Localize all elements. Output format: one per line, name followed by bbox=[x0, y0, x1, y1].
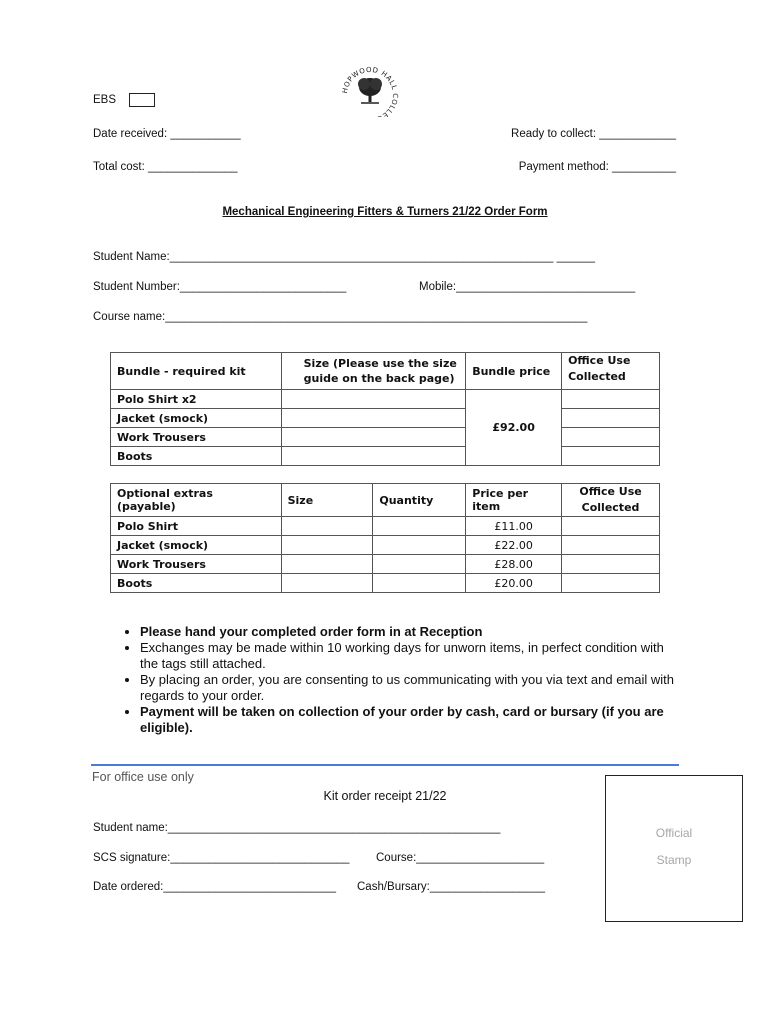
mobile-field[interactable]: Mobile:____________________________ bbox=[419, 281, 636, 293]
payment-method-field[interactable]: Payment method: __________ bbox=[518, 161, 676, 173]
bundle-header-office: Office Use Collected bbox=[562, 353, 660, 390]
extras-table bbox=[110, 483, 660, 593]
office-use-label: For office use only bbox=[92, 770, 194, 784]
price-cell: £22.00 bbox=[466, 536, 562, 555]
size-cell[interactable] bbox=[281, 409, 466, 428]
scs-signature-field[interactable]: SCS signature:____________________________ bbox=[93, 852, 350, 864]
size-cell[interactable] bbox=[281, 390, 466, 409]
section-divider bbox=[91, 764, 679, 766]
size-cell[interactable] bbox=[281, 536, 373, 555]
ready-to-collect-field[interactable]: Ready to collect: ____________ bbox=[511, 128, 676, 140]
student-name-field[interactable]: Student Name:____________________________________________________________ ______ bbox=[93, 251, 596, 263]
bundle-table bbox=[110, 352, 660, 466]
office-collected-cell[interactable] bbox=[562, 409, 660, 428]
quantity-cell[interactable] bbox=[373, 555, 466, 574]
form-title: Mechanical Engineering Fitters & Turners 21/22 Order Form bbox=[222, 206, 548, 218]
bundle-item: Work Trousers bbox=[111, 428, 282, 447]
table-row bbox=[111, 428, 660, 447]
extras-header-price: Price per item bbox=[466, 484, 562, 517]
price-cell: £28.00 bbox=[466, 555, 562, 574]
extras-item: Work Trousers bbox=[111, 555, 282, 574]
quantity-cell[interactable] bbox=[373, 536, 466, 555]
list-item: • Payment will be taken on collection of your order by cash, card or bursary (if you are eligible). bbox=[140, 704, 680, 736]
notes-list bbox=[116, 624, 680, 736]
office-collected-cell[interactable] bbox=[562, 447, 660, 466]
date-ordered-field[interactable]: Date ordered:___________________________ bbox=[93, 881, 337, 893]
size-cell[interactable] bbox=[281, 517, 373, 536]
price-cell: £11.00 bbox=[466, 517, 562, 536]
svg-text:HOPWOOD HALL COLLEGE: HOPWOOD HALL COLLE bbox=[340, 65, 400, 117]
extras-item: Jacket (smock) bbox=[111, 536, 282, 555]
extras-item: Polo Shirt bbox=[111, 517, 282, 536]
size-cell[interactable] bbox=[281, 447, 466, 466]
official-stamp-box bbox=[605, 775, 743, 922]
bundle-header-size: Size (Please use the size guide on the back page) bbox=[281, 353, 466, 390]
bundle-item: Boots bbox=[111, 447, 282, 466]
size-cell[interactable] bbox=[281, 428, 466, 447]
table-row bbox=[111, 390, 660, 409]
stamp-label-line2: Stamp bbox=[656, 853, 692, 867]
cash-bursary-field[interactable]: Cash/Bursary:__________________ bbox=[357, 881, 545, 893]
quantity-cell[interactable] bbox=[373, 517, 466, 536]
list-item: • By placing an order, you are consenting to us communicating with you via text and email with regards to your order. bbox=[140, 672, 680, 704]
extras-item: Boots bbox=[111, 574, 282, 593]
size-cell[interactable] bbox=[281, 574, 373, 593]
table-row bbox=[111, 409, 660, 428]
bundle-header-price: Bundle price bbox=[466, 353, 562, 390]
table-row bbox=[111, 447, 660, 466]
price-cell: £20.00 bbox=[466, 574, 562, 593]
bundle-item: Jacket (smock) bbox=[111, 409, 282, 428]
list-item: • Please hand your completed order form in at Reception bbox=[140, 624, 680, 640]
bundle-item: Polo Shirt x2 bbox=[111, 390, 282, 409]
bundle-price: £92.00 bbox=[466, 390, 562, 466]
extras-header-item: Optional extras (payable) bbox=[111, 484, 282, 517]
extras-header-quantity: Quantity bbox=[373, 484, 466, 517]
extras-header-office: Office Use Collected bbox=[562, 484, 660, 517]
stamp-label-line1: Official bbox=[655, 826, 693, 840]
tree-logo-icon bbox=[339, 61, 401, 117]
course-name-field[interactable]: Course name:__________________________________________________________________ bbox=[93, 311, 588, 323]
extras-header-size: Size bbox=[281, 484, 373, 517]
office-collected-cell[interactable] bbox=[562, 536, 660, 555]
table-row bbox=[111, 517, 660, 536]
table-row bbox=[111, 574, 660, 593]
office-collected-cell[interactable] bbox=[562, 517, 660, 536]
college-logo bbox=[339, 61, 401, 117]
size-cell[interactable] bbox=[281, 555, 373, 574]
receipt-course-field[interactable]: Course:____________________ bbox=[376, 852, 545, 864]
list-item: • Exchanges may be made within 10 working days for unworn items, in perfect condition with the tags still attached. bbox=[140, 640, 680, 672]
office-collected-cell[interactable] bbox=[562, 390, 660, 409]
ebs-checkbox[interactable] bbox=[129, 93, 155, 107]
receipt-title: Kit order receipt 21/22 bbox=[323, 789, 447, 803]
quantity-cell[interactable] bbox=[373, 574, 466, 593]
ebs-label: EBS bbox=[93, 94, 117, 106]
bundle-header-item: Bundle - required kit bbox=[111, 353, 282, 390]
student-number-field[interactable]: Student Number:__________________________ bbox=[93, 281, 347, 293]
table-row bbox=[111, 536, 660, 555]
office-collected-cell[interactable] bbox=[562, 574, 660, 593]
total-cost-field[interactable]: Total cost: ______________ bbox=[93, 161, 238, 173]
table-row bbox=[111, 555, 660, 574]
office-collected-cell[interactable] bbox=[562, 555, 660, 574]
office-collected-cell[interactable] bbox=[562, 428, 660, 447]
receipt-student-name-field[interactable]: Student name:____________________________________________________ bbox=[93, 822, 501, 834]
date-received-field[interactable]: Date received: ___________ bbox=[93, 128, 241, 140]
